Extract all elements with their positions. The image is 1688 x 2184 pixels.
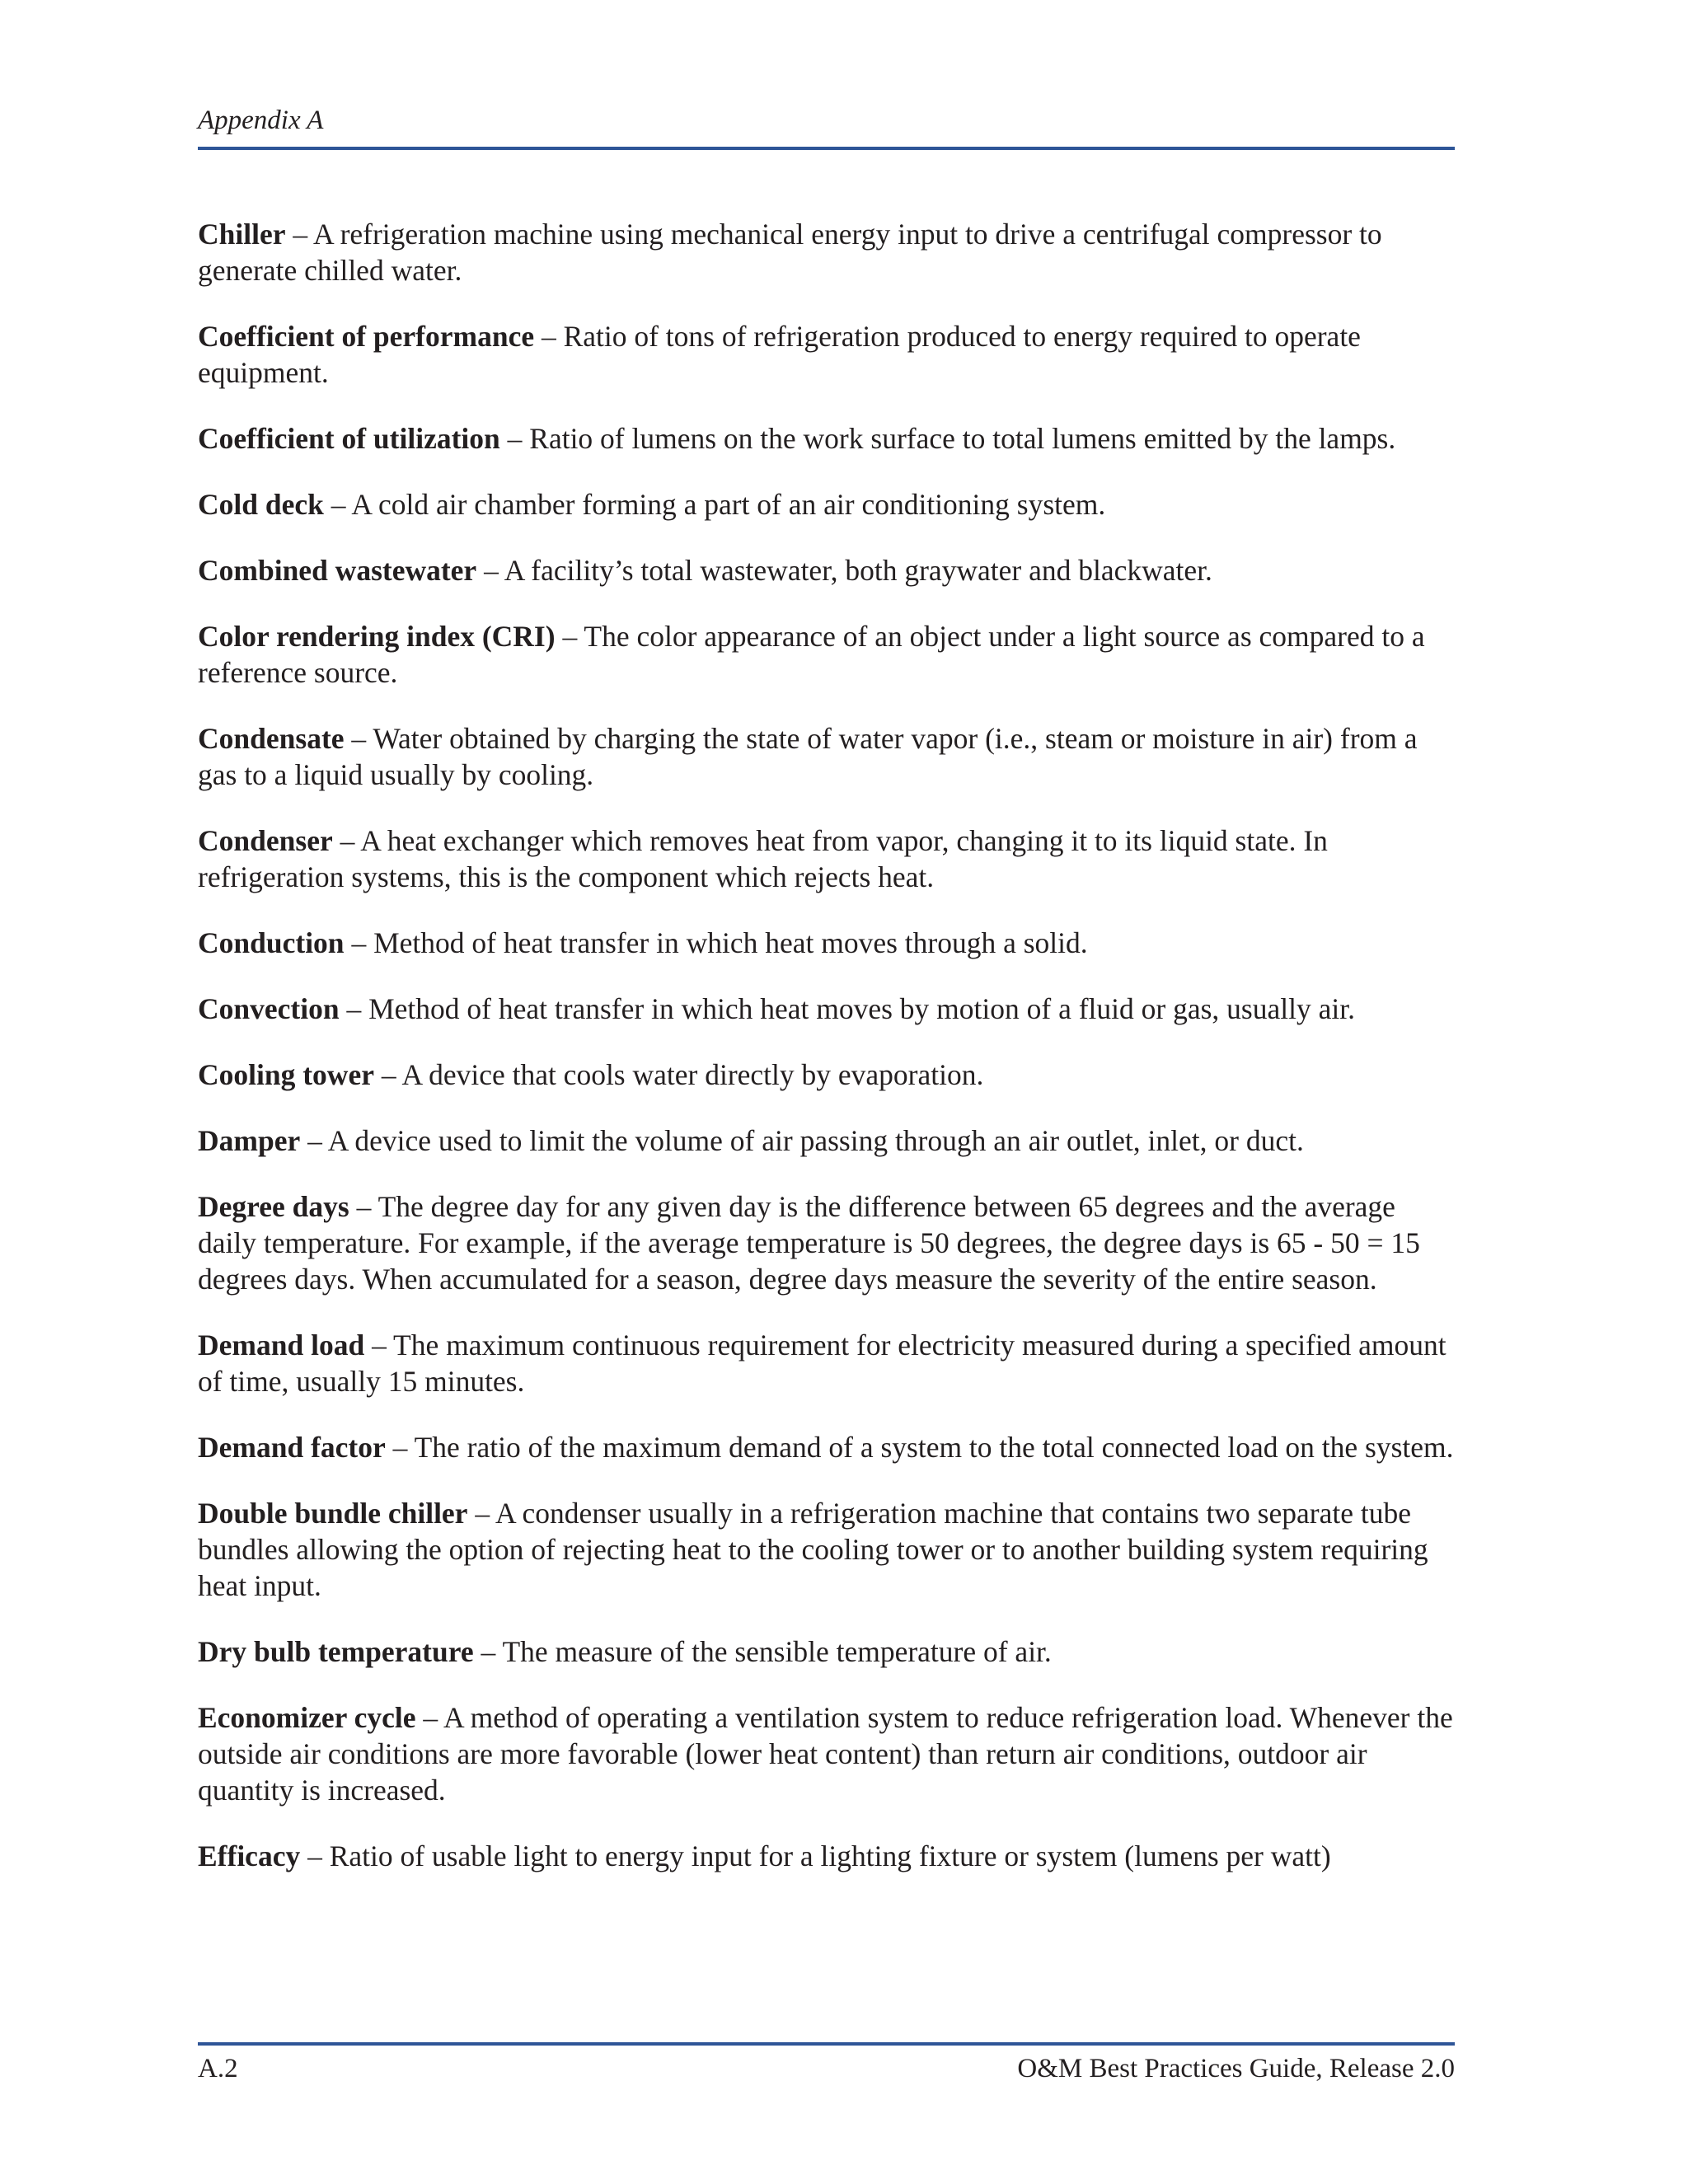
glossary-definition: A cold air chamber forming a part of an air conditioning system. <box>351 488 1106 521</box>
glossary-definition: Ratio of usable light to energy input for a lighting fixture or system (lumens per watt) <box>329 1840 1331 1872</box>
glossary-definition: The maximum continuous requirement for electricity measured during a specified amount of time, usually 15 minutes. <box>198 1329 1447 1398</box>
footer-rule <box>198 2042 1455 2046</box>
glossary-term: Condensate <box>198 722 345 755</box>
glossary-term: Double bundle chiller <box>198 1497 468 1530</box>
glossary-term: Efficacy <box>198 1840 301 1872</box>
glossary-entry: Efficacy – Ratio of usable light to energy input for a lighting fixture or system (lumens per watt) <box>198 1840 1331 1872</box>
page-number: A.2 <box>198 2054 238 2083</box>
glossary-term: Coefficient of performance <box>198 320 535 353</box>
glossary-entry: Demand load – The maximum continuous requirement for electricity measured during a specified amount of time, usually 15 minutes. <box>198 1329 1447 1398</box>
glossary-definition: Water obtained by charging the state of water vapor (i.e., steam or moisture in air) from a gas to a liquid usually by cooling. <box>198 722 1418 791</box>
glossary-term: Dry bulb temperature <box>198 1635 474 1668</box>
glossary-entry: Demand factor – The ratio of the maximum demand of a system to the total connected load on the system. <box>198 1431 1454 1464</box>
glossary-entry: Convection – Method of heat transfer in which heat moves by motion of a fluid or gas, usually air. <box>198 992 1355 1025</box>
running-header: Appendix A <box>198 105 324 135</box>
glossary-entry: Conduction – Method of heat transfer in which heat moves through a solid. <box>198 926 1088 959</box>
glossary-definition: The ratio of the maximum demand of a system to the total connected load on the system. <box>414 1431 1454 1464</box>
glossary-entry: Degree days – The degree day for any given day is the difference between 65 degrees and the average daily temperature. For example, if the average temperature is 50 degrees, the degree days is 65 - 50 = 15 degrees days. When accumulated for a season, degree days measure the severity of the entire season. <box>198 1190 1420 1296</box>
glossary-entry: Damper – A device used to limit the volume of air passing through an air outlet, inlet, or duct. <box>198 1124 1304 1157</box>
glossary-term: Combined wastewater <box>198 554 477 587</box>
glossary-entry: Condensate – Water obtained by charging the state of water vapor (i.e., steam or moisture in air) from a gas to a liquid usually by cooling. <box>198 722 1418 791</box>
glossary-entry: Coefficient of performance – Ratio of tons of refrigeration produced to energy required to operate equipment. <box>198 320 1361 389</box>
glossary-entry: Cooling tower – A device that cools water directly by evaporation. <box>198 1058 984 1091</box>
glossary-term: Demand factor <box>198 1431 386 1464</box>
glossary-entry: Double bundle chiller – A condenser usually in a refrigeration machine that contains two separate tube bundles allowing the option of rejecting heat to the cooling tower or to another building system requiring heat input. <box>198 1497 1428 1602</box>
glossary-entry: Cold deck – A cold air chamber forming a part of an air conditioning system. <box>198 488 1106 521</box>
glossary-definition: The degree day for any given day is the difference between 65 degrees and the average daily temperature. For example, if the average temperature is 50 degrees, the degree days is 65 - 50 = 15 degrees days. When accumulated for a season, degree days measure the severity of the entire season. <box>198 1190 1420 1296</box>
glossary-term: Degree days <box>198 1190 349 1223</box>
glossary-definition: A heat exchanger which removes heat from vapor, changing it to its liquid state. In refrigeration systems, this is the component which rejects heat. <box>198 824 1328 893</box>
glossary-term: Condenser <box>198 824 333 857</box>
glossary-term: Damper <box>198 1124 301 1157</box>
glossary-term: Conduction <box>198 926 345 959</box>
glossary-definition: A refrigeration machine using mechanical energy input to drive a centrifugal compressor to generate chilled water. <box>198 218 1382 287</box>
glossary-definition: A device used to limit the volume of air passing through an air outlet, inlet, or duct. <box>327 1124 1304 1157</box>
glossary-term: Economizer cycle <box>198 1701 416 1734</box>
glossary-definition: A condenser usually in a refrigeration machine that contains two separate tube bundles allowing the option of rejecting heat to the cooling tower or to another building system requiring heat input. <box>198 1497 1428 1602</box>
glossary-definition: A device that cools water directly by evaporation. <box>401 1058 984 1091</box>
glossary-definition: Method of heat transfer in which heat moves through a solid. <box>373 926 1088 959</box>
glossary-term: Demand load <box>198 1329 365 1361</box>
glossary-term: Convection <box>198 992 340 1025</box>
glossary-entry: Coefficient of utilization – Ratio of lumens on the work surface to total lumens emitted by the lamps. <box>198 422 1396 455</box>
glossary-term: Chiller <box>198 218 286 251</box>
glossary-definition: A method of operating a ventilation system to reduce refrigeration load. Whenever the outside air conditions are more favorable (lower heat content) than return air conditions, outdoor air quantity is increased. <box>198 1701 1453 1807</box>
glossary-definition: Method of heat transfer in which heat moves by motion of a fluid or gas, usually air. <box>368 992 1355 1025</box>
glossary-definition: A facility’s total wastewater, both graywater and blackwater. <box>504 554 1212 587</box>
glossary-entry: Chiller – A refrigeration machine using mechanical energy input to drive a centrifugal compressor to generate chilled water. <box>198 218 1382 287</box>
glossary-list <box>198 216 1455 1904</box>
glossary-term: Cooling tower <box>198 1058 374 1091</box>
glossary-term: Coefficient of utilization <box>198 422 500 455</box>
glossary-entry: Condenser – A heat exchanger which removes heat from vapor, changing it to its liquid state. In refrigeration systems, this is the component which rejects heat. <box>198 824 1328 893</box>
publication-title: O&M Best Practices Guide, Release 2.0 <box>1017 2054 1455 2083</box>
glossary-definition: The measure of the sensible temperature of air. <box>502 1635 1052 1668</box>
glossary-entry: Dry bulb temperature – The measure of the sensible temperature of air. <box>198 1635 1052 1668</box>
glossary-definition: The color appearance of an object under a light source as compared to a reference source. <box>198 620 1425 689</box>
glossary-term: Color rendering index (CRI) <box>198 620 556 653</box>
glossary-definition: Ratio of tons of refrigeration produced to energy required to operate equipment. <box>198 320 1361 389</box>
glossary-definition: Ratio of lumens on the work surface to total lumens emitted by the lamps. <box>529 422 1396 455</box>
glossary-term: Cold deck <box>198 488 324 521</box>
glossary-entry: Combined wastewater – A facility’s total wastewater, both graywater and blackwater. <box>198 554 1212 587</box>
header-rule <box>198 147 1455 150</box>
glossary-entry: Economizer cycle – A method of operating a ventilation system to reduce refrigeration load. Whenever the outside air conditions are more favorable (lower heat content) than return air conditions, outdoor air quantity is increased. <box>198 1701 1453 1807</box>
glossary-entry: Color rendering index (CRI) – The color appearance of an object under a light source as compared to a reference source. <box>198 620 1425 689</box>
